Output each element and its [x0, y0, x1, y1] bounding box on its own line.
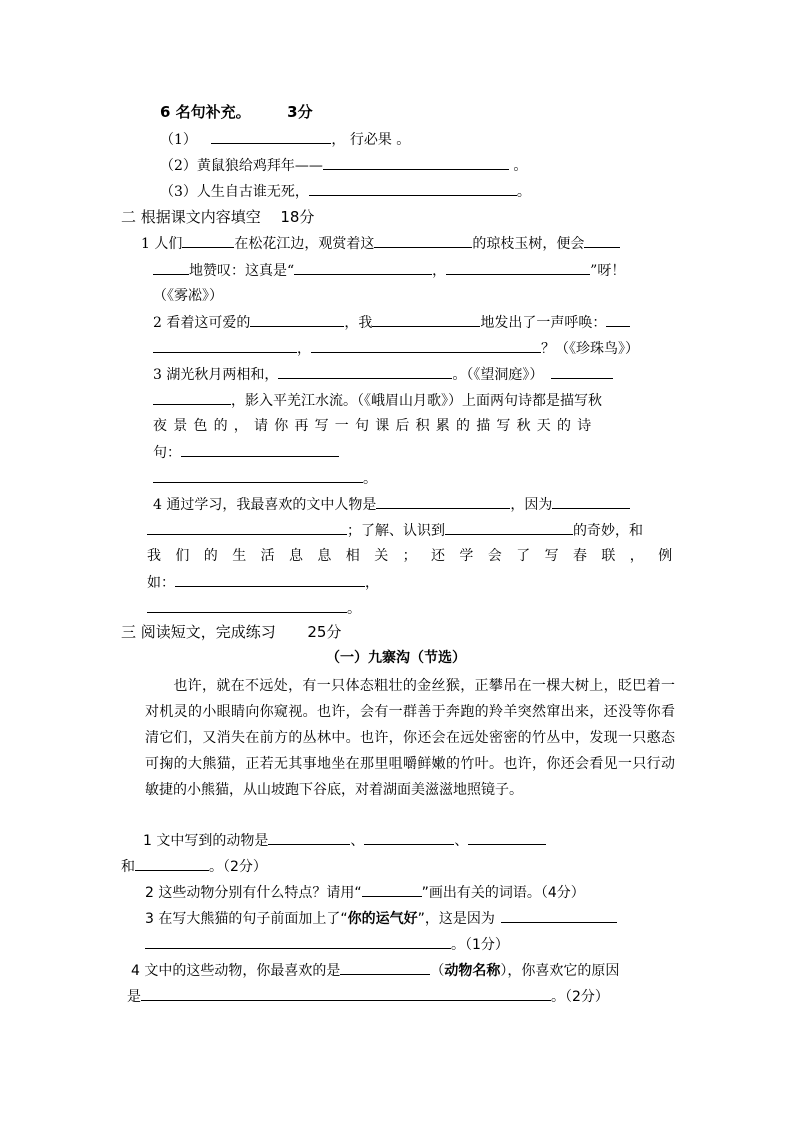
s2-q3-blank-3[interactable] [153, 390, 231, 405]
s2-q1-f: ”呀！ [590, 263, 626, 279]
s2-q1-blank-1[interactable] [182, 233, 234, 248]
s2-q4-line2 [147, 520, 643, 540]
s2-q1-source: （《雾凇》） [153, 288, 223, 304]
s3-q3-blank-1[interactable] [501, 908, 617, 923]
s3-q1-end: 。（2分） [209, 859, 267, 875]
s3-q3-line2 [145, 934, 509, 954]
s6-item-3-num: （3） [160, 184, 197, 200]
section6-title: 6 名句补充。 [160, 103, 251, 121]
s2-q4-line1 [153, 494, 630, 514]
s2-q2-b: ，我 [344, 315, 373, 331]
s2-q1-c: 的琼枝玉树，便会 [472, 236, 585, 252]
s2-q4-blank-1[interactable] [376, 494, 510, 509]
section2-title: 二 根据课文内容填空 [121, 208, 261, 226]
s3-q1-line2 [121, 856, 267, 876]
s2-q3-line1 [153, 364, 613, 384]
s2-q4-e: 我们的生活息息相关；还学会了写春联，例 [147, 548, 687, 564]
s2-q1-blank-4[interactable] [153, 260, 189, 275]
s6-item-2-after: 。 [508, 158, 528, 174]
passage-body: 也许，就在不远处，有一只体态粗壮的金丝猴，正攀吊在一棵大树上，眨巴着一对机灵的小眼睛向你窥视。也许，会有一群善于奔跑的羚羊突然窜出来，还没等你看清它们，又消失在前方的丛林中。也许，你还会在远处密密的竹丛中，发现一只憨态可掬的大熊猫，正若无其事地坐在那里咀嚼鲜嫩的竹叶。也许，你还会看见一只行动敏捷的小熊猫，从山坡跑下谷底，对着湖面美滋滋地照镜子。 [145, 678, 675, 798]
s6-item-2-before: 黄鼠狼给鸡拜年—— [196, 158, 323, 174]
s3-q4-blank-2[interactable] [141, 986, 551, 1001]
s2-q4-a: 4 通过学习，我最喜欢的文中人物是 [153, 497, 377, 513]
s2-q4-blank-2[interactable] [552, 494, 630, 509]
s3-q3-end: 。（1分） [451, 937, 509, 953]
s6-item-2-num: （2） [160, 158, 197, 174]
s2-q3-line5 [153, 468, 377, 488]
s2-q4-line4 [147, 572, 379, 592]
s2-q1-d: 地赞叹：这真是“ [189, 263, 295, 279]
s3-q3-bold: 你的运气好 [347, 911, 418, 927]
s2-q2-blank-3[interactable] [606, 312, 630, 327]
s2-q1-line2 [153, 260, 625, 280]
s3-q2-a: 2 这些动物分别有什么特点？请用“ [145, 885, 362, 901]
s2-q2-blank-4[interactable] [153, 338, 297, 353]
s3-q3-line1 [145, 908, 617, 928]
s2-q2-blank-5[interactable] [311, 338, 541, 353]
s3-q1-blank-3[interactable] [468, 830, 546, 845]
s6-item-2 [160, 155, 527, 175]
s2-q4-blank-3[interactable] [147, 520, 347, 535]
s2-q1-blank-3[interactable] [584, 233, 620, 248]
s6-item-3 [160, 181, 531, 201]
s2-q1-b: 在松花江边，观赏着这 [234, 236, 375, 252]
s3-q1-and: 和 [121, 859, 135, 875]
s3-q4-end: 。（2分） [551, 989, 609, 1005]
s6-item-3-after: 。 [516, 184, 531, 200]
s2-q2-d: ， [297, 341, 311, 357]
s3-q4-paren: （ [430, 963, 445, 979]
section2-heading [121, 207, 314, 227]
s2-q3-blank-5[interactable] [153, 468, 363, 483]
s6-blank-1[interactable] [211, 129, 331, 144]
s2-q4-d: 的奇妙，和 [573, 523, 643, 539]
s3-q4-blank-1[interactable] [340, 960, 430, 975]
s2-q1-blank-5[interactable] [294, 260, 432, 275]
s3-q1-line1 [143, 830, 546, 850]
s2-q3-line2 [153, 390, 602, 410]
s3-q1-a: 1 文中写到的动物是 [143, 833, 269, 849]
s2-q3-f: 。 [363, 471, 377, 487]
s2-q3-e: 句： [153, 445, 181, 461]
s3-q4-b: ），你喜欢它的原因 [500, 963, 620, 979]
s2-q3-line4 [153, 442, 339, 462]
s2-q4-line5 [147, 598, 361, 618]
s3-q2-b: ”画出有关的词语。（4分） [421, 885, 585, 901]
s3-q4-line1 [131, 960, 619, 980]
s2-q2-blank-1[interactable] [250, 312, 344, 327]
s2-q3-blank-1[interactable] [278, 364, 452, 379]
s2-q1-e: ， [432, 263, 447, 279]
section3-heading [121, 622, 341, 642]
s2-q4-c: ；了解、认识到 [347, 523, 445, 539]
s2-q4-h: 。 [347, 601, 361, 617]
section3-score: 25分 [307, 623, 342, 641]
s2-q4-blank-5[interactable] [175, 572, 365, 587]
s3-q3-blank-2[interactable] [145, 934, 451, 949]
s3-q4-line2 [127, 986, 609, 1006]
s6-blank-2[interactable] [323, 155, 509, 170]
s3-q1-sep1: 、 [350, 833, 365, 849]
s6-item-3-before: 人生自古谁无死， [196, 184, 309, 200]
s3-q4-a: 4 文中的这些动物，你最喜欢的是 [131, 963, 341, 979]
s2-q3-c: ，影入平羌江水流。（《峨眉山月歌》）上面两句诗都是描写秋 [231, 393, 602, 409]
s2-q4-f: 如： [147, 575, 175, 591]
s2-q3-blank-4[interactable] [181, 442, 339, 457]
section6-score: 3分 [287, 103, 313, 121]
s2-q3-a: 3 湖光秋月两相和， [153, 367, 279, 383]
s3-q2-blank[interactable] [362, 882, 422, 897]
s3-q1-blank-2[interactable] [364, 830, 454, 845]
s6-item-1-num: （1） [160, 132, 197, 148]
s2-q4-blank-4[interactable] [445, 520, 573, 535]
s2-q2-line2 [153, 338, 639, 358]
s3-q1-sep2: 、 [454, 833, 469, 849]
s3-q1-blank-1[interactable] [268, 830, 350, 845]
s3-q2-line [145, 882, 585, 902]
s3-q3-a: 3 在写大熊猫的句子前面加上了“ [145, 911, 348, 927]
s6-item-1-after: ， 行必果 。 [331, 132, 411, 148]
s3-q3-b: ”，这是因为 [417, 911, 495, 927]
s2-q1-a: 1 人们 [141, 236, 183, 252]
s2-q2-e: ？（《珍珠鸟》） [541, 341, 639, 357]
s2-q3-line3 [153, 416, 675, 436]
s2-q1-blank-2[interactable] [374, 233, 472, 248]
s3-q4-c: 是 [127, 989, 141, 1005]
s2-q2-c: 地发出了一声呼唤： [480, 315, 607, 331]
passage-title: （一）九寨沟（节选） [326, 650, 466, 666]
s2-q1-line1 [141, 233, 620, 253]
section2-score: 18分 [280, 208, 315, 226]
s3-q4-bold: 动物名称 [444, 963, 501, 979]
section6-heading [160, 102, 313, 122]
s2-q2-blank-2[interactable] [372, 312, 480, 327]
passage-text [145, 673, 675, 803]
s2-q2-a: 2 看着这可爱的 [153, 315, 251, 331]
s2-q3-blank-2[interactable] [551, 364, 613, 379]
s6-blank-3[interactable] [309, 181, 517, 196]
s2-q4-line3 [147, 546, 687, 566]
s2-q4-b: ，因为 [510, 497, 553, 513]
s2-q3-b: 。（《望洞庭》） [452, 367, 544, 383]
s2-q4-blank-6[interactable] [147, 598, 347, 613]
s6-item-1 [160, 129, 410, 149]
s3-q1-blank-4[interactable] [135, 856, 209, 871]
s2-q3-d: 夜景色的，请你再写一句课后积累的描写秋天的诗 [153, 418, 598, 434]
section3-title: 三 阅读短文，完成练习 [121, 623, 276, 641]
s2-q1-blank-6[interactable] [446, 260, 590, 275]
s2-q4-g: ， [365, 575, 379, 591]
s2-q2-line1 [153, 312, 630, 332]
